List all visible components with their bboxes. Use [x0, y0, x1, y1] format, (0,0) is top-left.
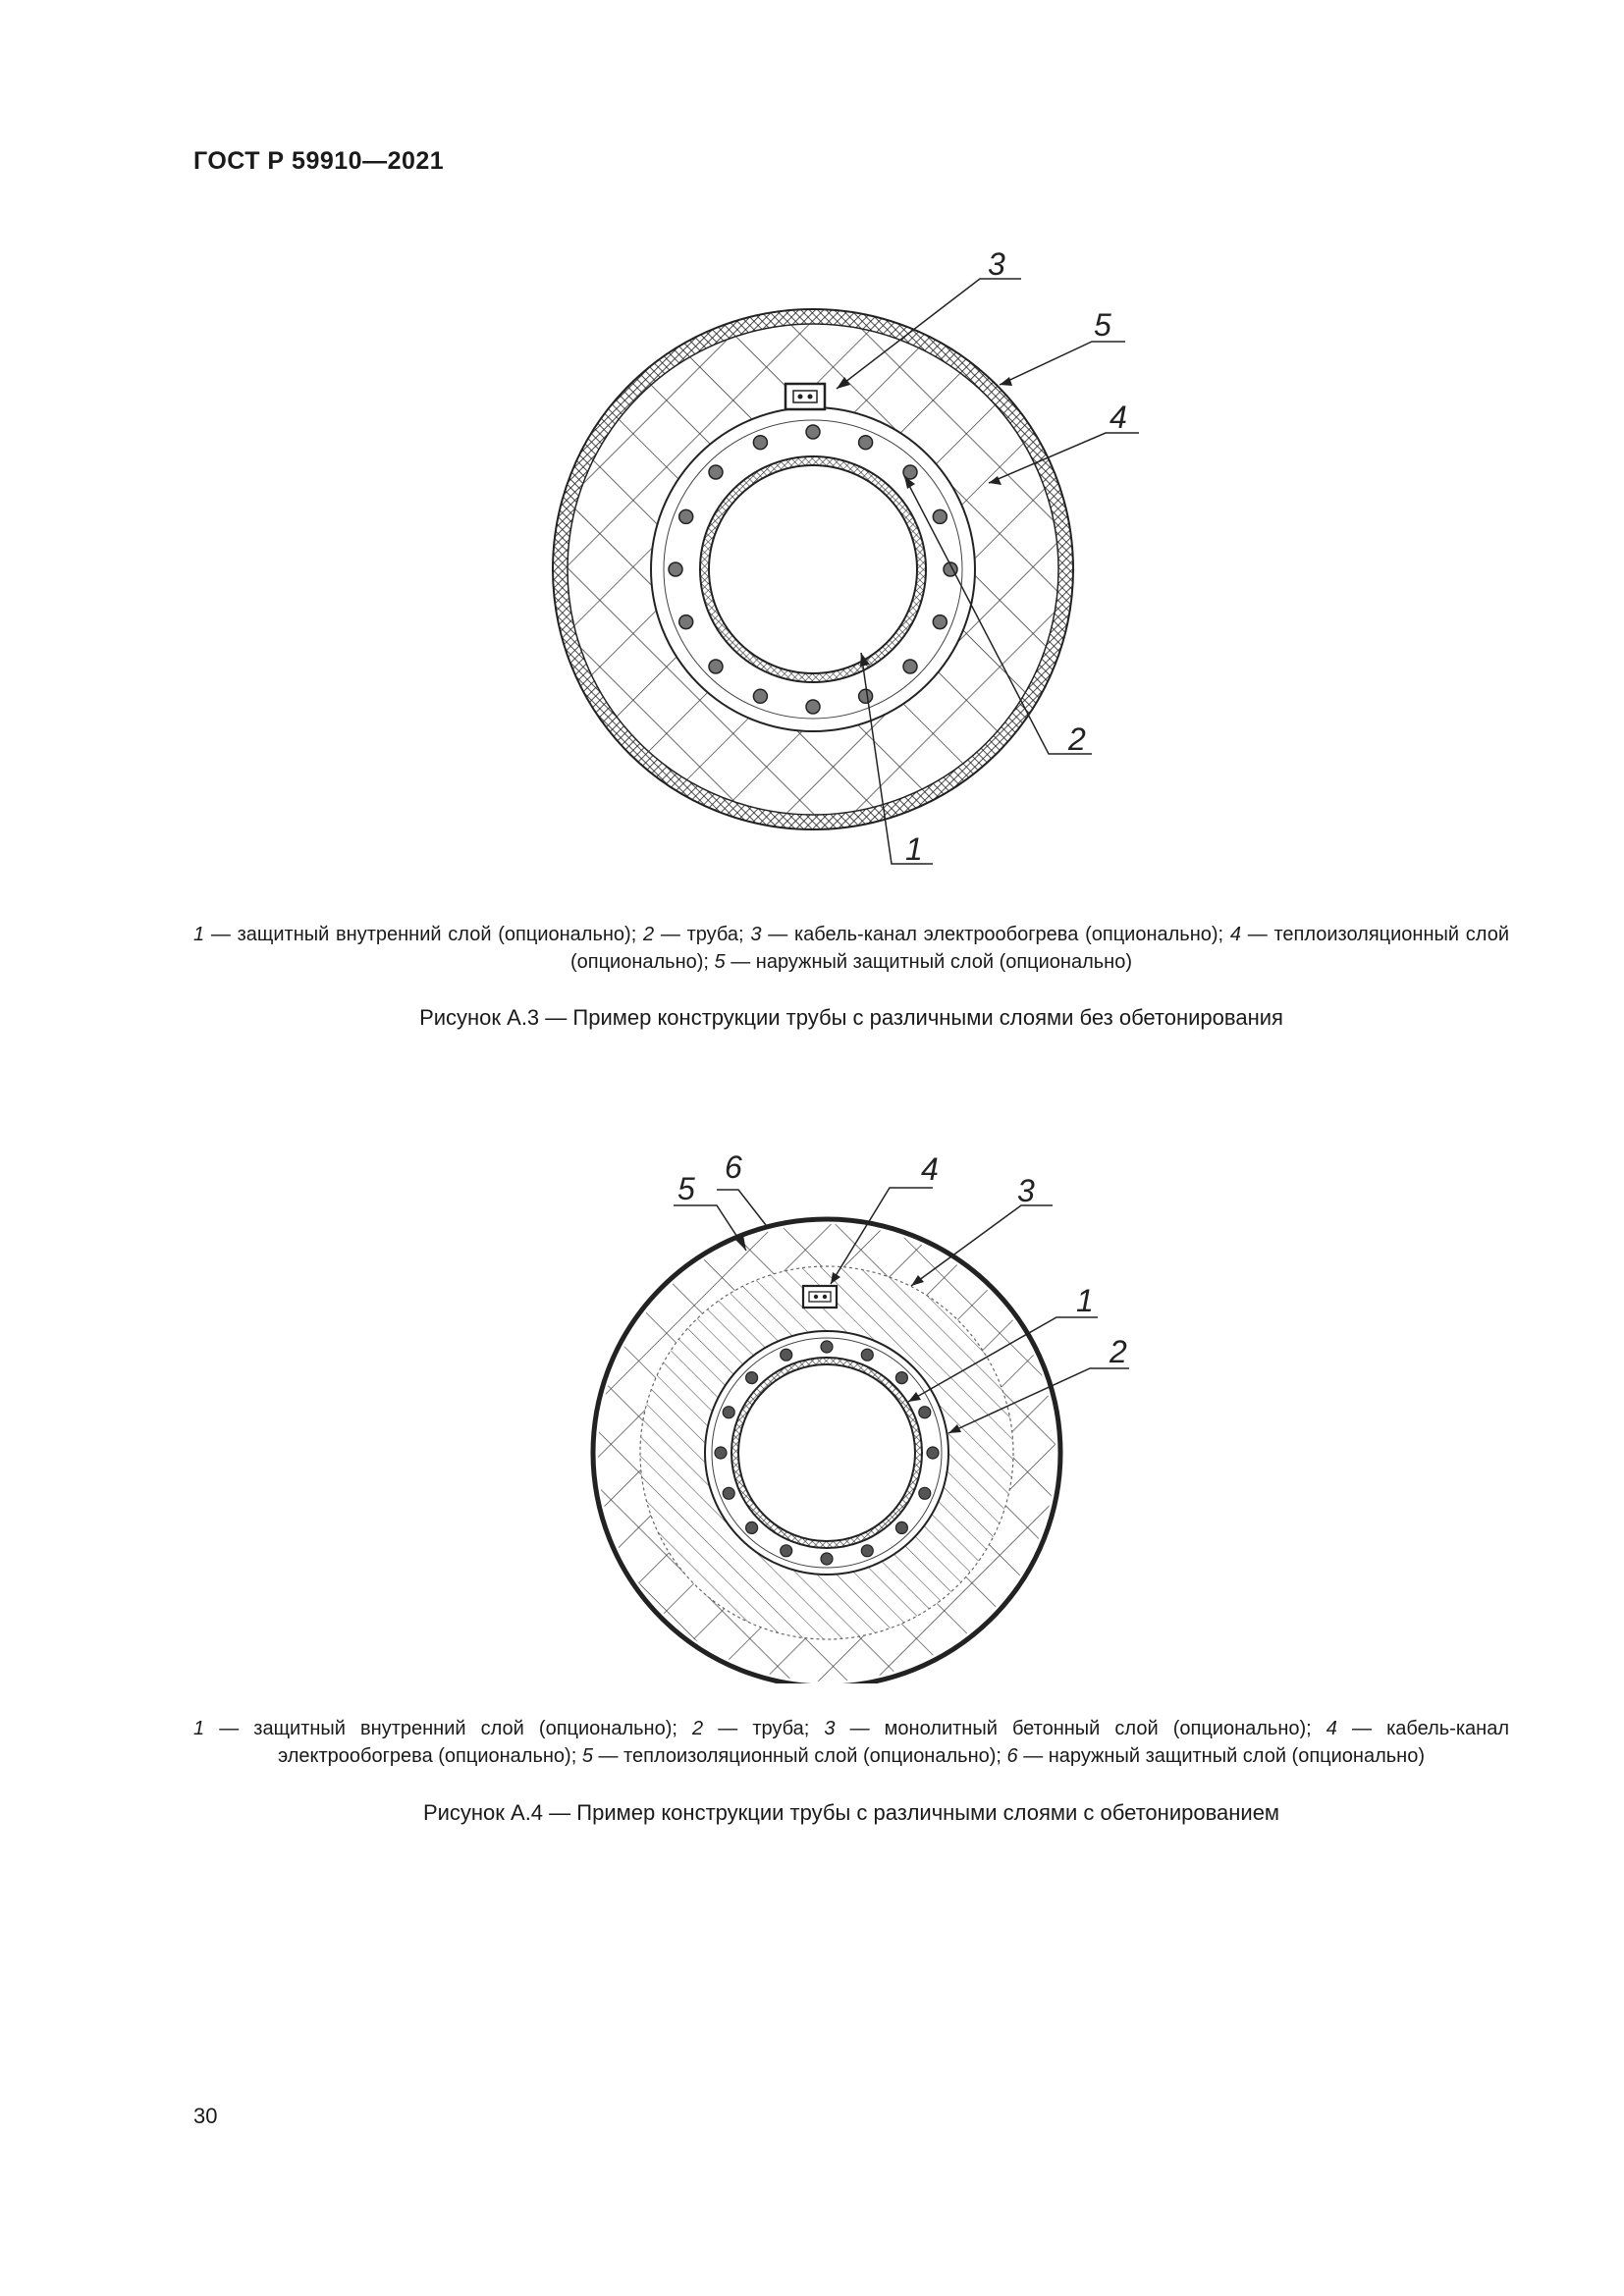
figure-a3-label-5: 5: [1094, 307, 1111, 343]
heating-cable-dot: [895, 1522, 907, 1533]
heating-cable-dot: [746, 1522, 758, 1533]
heating-cable-dot: [781, 1545, 792, 1557]
figure-a4-legend: 1 — защитный внутренний слой (опционально); 2 — труба; 3 — монолитный бетонный слой (опционально); 4 — кабель-канал электрообогрева (опционально); 5 — теплоизоляционный слой (опционально); 6 — наружный защитный слой (опционально): [193, 1718, 1509, 1767]
figure-a3-label-4: 4: [1110, 400, 1127, 435]
figure-a4-label-4: 4: [921, 1151, 939, 1187]
heating-cable-dot: [895, 1372, 907, 1384]
heating-cable-dot: [933, 615, 947, 629]
figure-a4-label-3: 3: [1017, 1173, 1035, 1208]
heating-cable-dot: [821, 1553, 833, 1565]
heating-cable-dot: [806, 425, 820, 439]
heating-cable-dot: [753, 436, 767, 450]
page-number: 30: [193, 2104, 218, 2128]
heating-cable-dot: [679, 615, 693, 629]
cable-channel: [785, 384, 825, 409]
heating-cable-dot: [753, 689, 767, 703]
heating-cable-dot: [715, 1447, 727, 1459]
figure-a3-label-3: 3: [988, 246, 1005, 282]
figure-a3-drawing: [0, 236, 1624, 883]
figure-a3-caption: Рисунок А.3 — Пример конструкции трубы с различными слоями без обетонирования: [419, 1005, 1283, 1030]
heating-cable-dot: [919, 1407, 931, 1418]
heating-cable-dot: [806, 700, 820, 714]
heating-cable-dot: [723, 1487, 734, 1499]
heating-cable-dot: [903, 660, 917, 673]
figure-a3-label-2: 2: [1068, 721, 1086, 757]
figure-a4-label-6: 6: [725, 1149, 742, 1185]
heating-cable-dot: [861, 1545, 873, 1557]
heating-cable-dot: [859, 436, 873, 450]
heating-cable-dot: [781, 1349, 792, 1361]
figure-a4-label-5: 5: [677, 1171, 695, 1206]
heating-cable-dot: [859, 689, 873, 703]
document-header: ГОСТ Р 59910—2021: [193, 147, 445, 175]
heating-cable-dot: [861, 1349, 873, 1361]
figure-a3-legend: 1 — защитный внутренний слой (опционально); 2 — труба; 3 — кабель-канал электрообогрева (опционально); 4 — теплоизоляционный слой (опционально); 5 — наружный защитный слой (опционально): [193, 924, 1510, 973]
heating-cable-dot: [709, 660, 723, 673]
figure-a3-svg: [0, 236, 1624, 883]
heating-cable-dot: [746, 1372, 758, 1384]
heating-cable-dot: [669, 562, 682, 576]
heating-cable-dot: [933, 509, 947, 523]
heating-cable-dot: [927, 1447, 939, 1459]
heating-cable-dot: [709, 465, 723, 479]
heating-cable-dot: [919, 1487, 931, 1499]
figure-a4-caption: Рисунок А.4 — Пример конструкции трубы с различными слоями с обетонированием: [422, 1800, 1280, 1825]
heating-cable-dot: [821, 1341, 833, 1353]
figure-a4-drawing: [0, 1134, 1624, 1683]
heating-cable-dot: [723, 1407, 734, 1418]
heating-cable-dot: [679, 509, 693, 523]
figure-a4-label-2: 2: [1110, 1334, 1127, 1369]
figure-a4-label-1: 1: [1076, 1283, 1094, 1318]
cable-channel-a4: [803, 1286, 837, 1308]
figure-a3-label-1: 1: [905, 831, 923, 867]
figure-a4-svg: [0, 1134, 1624, 1683]
